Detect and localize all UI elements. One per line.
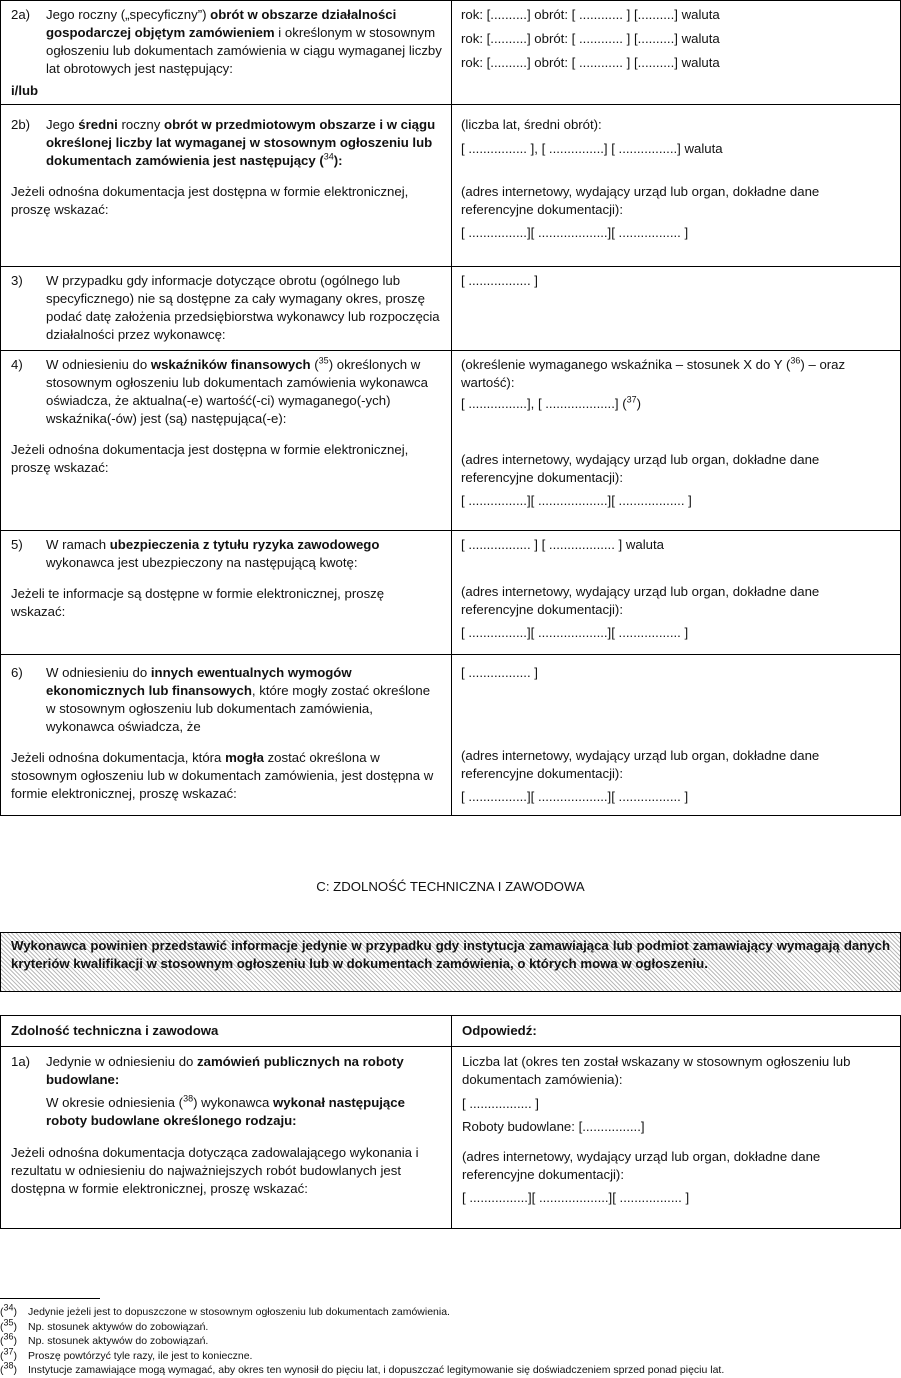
info-banner: Wykonawca powinien przedstawić informacje jedynie w przypadku gdy instytucja zamawiająca lub podmiot zamawiający wymagają danych kryteriów kwalifikacji w stosownym ogłoszeniu lub w dokumentach zamówienia, o których mowa w ogłoszeniu. xyxy=(0,932,901,992)
electronic-doc-note: Jeżeli odnośna dokumentacja jest dostępna w formie elektronicznej, proszę wskazać: xyxy=(11,442,409,475)
table-header-row xyxy=(1,1016,901,1047)
item-number: 4) xyxy=(11,357,23,372)
footnote: (36) Np. stosunek aktywów do zobowiązań. xyxy=(0,1331,209,1348)
electronic-doc-note: Jeżeli odnośna dokumentacja dotycząca zadowalającego wykonania i rezultatu w odniesieniu do najważniejszych robót budowlanych jest dostępna w formie elektronicznej, proszę wskazać: xyxy=(11,1145,419,1196)
answer-field[interactable]: (określenie wymaganego wskaźnika – stosunek X do Y ($^{36}$) – oraz wartość): [ ................], [ ...................] ($^{37}$) (adres internetowy, wydający urząd lub organ, dokładne dane referencyjne dokumentacji): [ ................][ ...................][ .................. ] xyxy=(461,355,846,508)
footnote: (37) Proszę powtórzyć tyle razy, ile jest to konieczne. xyxy=(0,1346,253,1362)
table-row xyxy=(1,531,901,655)
item-text: Jedynie w odniesieniu do zamówień publicznych na roboty budowlane: W okresie odniesienia ($^{38}$) wykonawca wykonał następujące roboty budowlane określonego rodzaju: xyxy=(46,1054,405,1128)
answer-field[interactable]: [ ................. ] [ .................. ] waluta (adres internetowy, wydający urząd lub organ, dokładne dane referencyjne dokumentacji): [ ................][ ...................][ ................. ] xyxy=(461,537,820,640)
table-row xyxy=(1,105,901,267)
item-number: 2b) xyxy=(11,117,31,132)
electronic-doc-note: Jeżeli odnośna dokumentacja jest dostępna w formie elektronicznej, proszę wskazać: xyxy=(11,184,409,217)
list-item xyxy=(1,267,451,344)
item-number: 3) xyxy=(11,273,23,288)
item-text: Jego średni roczny obrót w przedmiotowym obszarze i w ciągu określonej liczby lat wymaganej w stosownym ogłoszeniu lub dokumentach zamówienia jest następujący ($^{34}$): xyxy=(46,117,436,168)
item-text: Jego roczny („specyficzny”) obrót w obszarze działalności gospodarczej objętym zamówieniem i określonym w stosownym ogłoszeniu lub dokumentach zamówienia w ciągu wymaganej liczby lat obrotowych jest następujący: xyxy=(46,7,442,76)
item-number: 5) xyxy=(11,537,23,552)
technical-capacity-table xyxy=(0,1015,901,1229)
footnotes xyxy=(0,1302,901,1378)
list-item xyxy=(1,1,451,78)
item-text: W odniesieniu do wskaźników finansowych ($^{35}$) określonych w stosownym ogłoszeniu lub dokumentach zamówienia wykonawca oświadcza, że aktualna(-e) wartość(-ci) wymaganego(-ych) wskaźnika(-ów) jest (są) następująca(-e): xyxy=(46,355,428,426)
answer-field[interactable]: (liczba lat, średni obrót): [ ................ ], [ ...............] [ ................] waluta (adres internetowy, wydający urząd lub organ, dokładne dane referencyjne dokumentacji): [ ................][ ...................][ ................. ] xyxy=(461,117,820,240)
footnote-separator xyxy=(0,1298,100,1299)
answer-field[interactable]: rok: [..........] obrót: [ ............ ] [..........] waluta rok: [..........] obrót: [ ............ ] [..........] waluta rok: [..........] obrót: [ ............ ] [..........] waluta xyxy=(461,7,720,70)
answer-field[interactable]: [ ................. ] (adres internetowy, wydający urząd lub organ, dokładne dane referencyjne dokumentacji): [ ................][ ...................][ ................. ] xyxy=(461,665,820,804)
list-item xyxy=(1,531,451,572)
column-header-left: Zdolność techniczna i zawodowa xyxy=(11,1023,219,1038)
table-row xyxy=(1,1,901,105)
list-item xyxy=(1,105,451,170)
item-text: W odniesieniu do innych ewentualnych wymogów ekonomicznych lub finansowych, które mogły zostać określone w stosownym ogłoszeniu lub dokumentach zamówienia, wykonawca oświadcza, że xyxy=(46,665,431,734)
item-text: W ramach ubezpieczenia z tytułu ryzyka zawodowego wykonawca jest ubezpieczony na następującą kwotę: xyxy=(46,537,380,570)
table-row xyxy=(1,267,901,351)
or-connector: i/lub xyxy=(11,83,39,98)
item-number: 1a) xyxy=(11,1054,31,1069)
column-header-right: Odpowiedź: xyxy=(462,1023,537,1038)
answer-field[interactable]: [ ................. ] xyxy=(461,273,538,288)
item-text: W przypadku gdy informacje dotyczące obrotu (ogólnego lub specyficznego) nie są dostępne za cały wymagany okres, proszę podać datę założenia przedsiębiorstwa wykonawcy lub rozpoczęcia działalności przez wykonawcę: xyxy=(46,273,440,342)
electronic-doc-note: Jeżeli te informacje są dostępne w formie elektronicznej, proszę wskazać: xyxy=(11,586,385,619)
footnote: (35) Np. stosunek aktywów do zobowiązań. xyxy=(0,1317,209,1333)
table-row xyxy=(1,351,901,531)
list-item xyxy=(1,655,451,736)
electronic-doc-note: Jeżeli odnośna dokumentacja, która mogła zostać określona w stosownym ogłoszeniu lub w dokumentach zamówienia, jest dostępna w formie elektronicznej, proszę wskazać: xyxy=(11,750,434,801)
table-row xyxy=(1,1047,901,1229)
list-item xyxy=(1,1047,451,1130)
item-number: 6) xyxy=(11,665,23,680)
footnote: (34) Jedynie jeżeli jest to dopuszczone w stosownym ogłoszeniu lub dokumentach zamówienia. xyxy=(0,1302,450,1318)
list-item xyxy=(1,351,451,428)
answer-field[interactable]: Liczba lat (okres ten został wskazany w stosownym ogłoszeniu lub dokumentach zamówienia): [ ................. ] Roboty budowlane: [................] (adres internetowy, wydający urząd lub organ, dokładne dane referencyjne dokumentacji): [ ................][ ...................][ ................. ] xyxy=(462,1054,851,1205)
footnote: (38) Instytucje zamawiające mogą wymagać, aby okres ten wynosił do pięciu lat, i dopuszczać legitymowanie się doświadczeniem sprzed ponad pięciu lat. xyxy=(0,1360,725,1377)
table-row xyxy=(1,655,901,816)
item-number: 2a) xyxy=(11,7,31,22)
section-title: C: ZDOLNOŚĆ TECHNICZNA I ZAWODOWA xyxy=(316,879,585,894)
